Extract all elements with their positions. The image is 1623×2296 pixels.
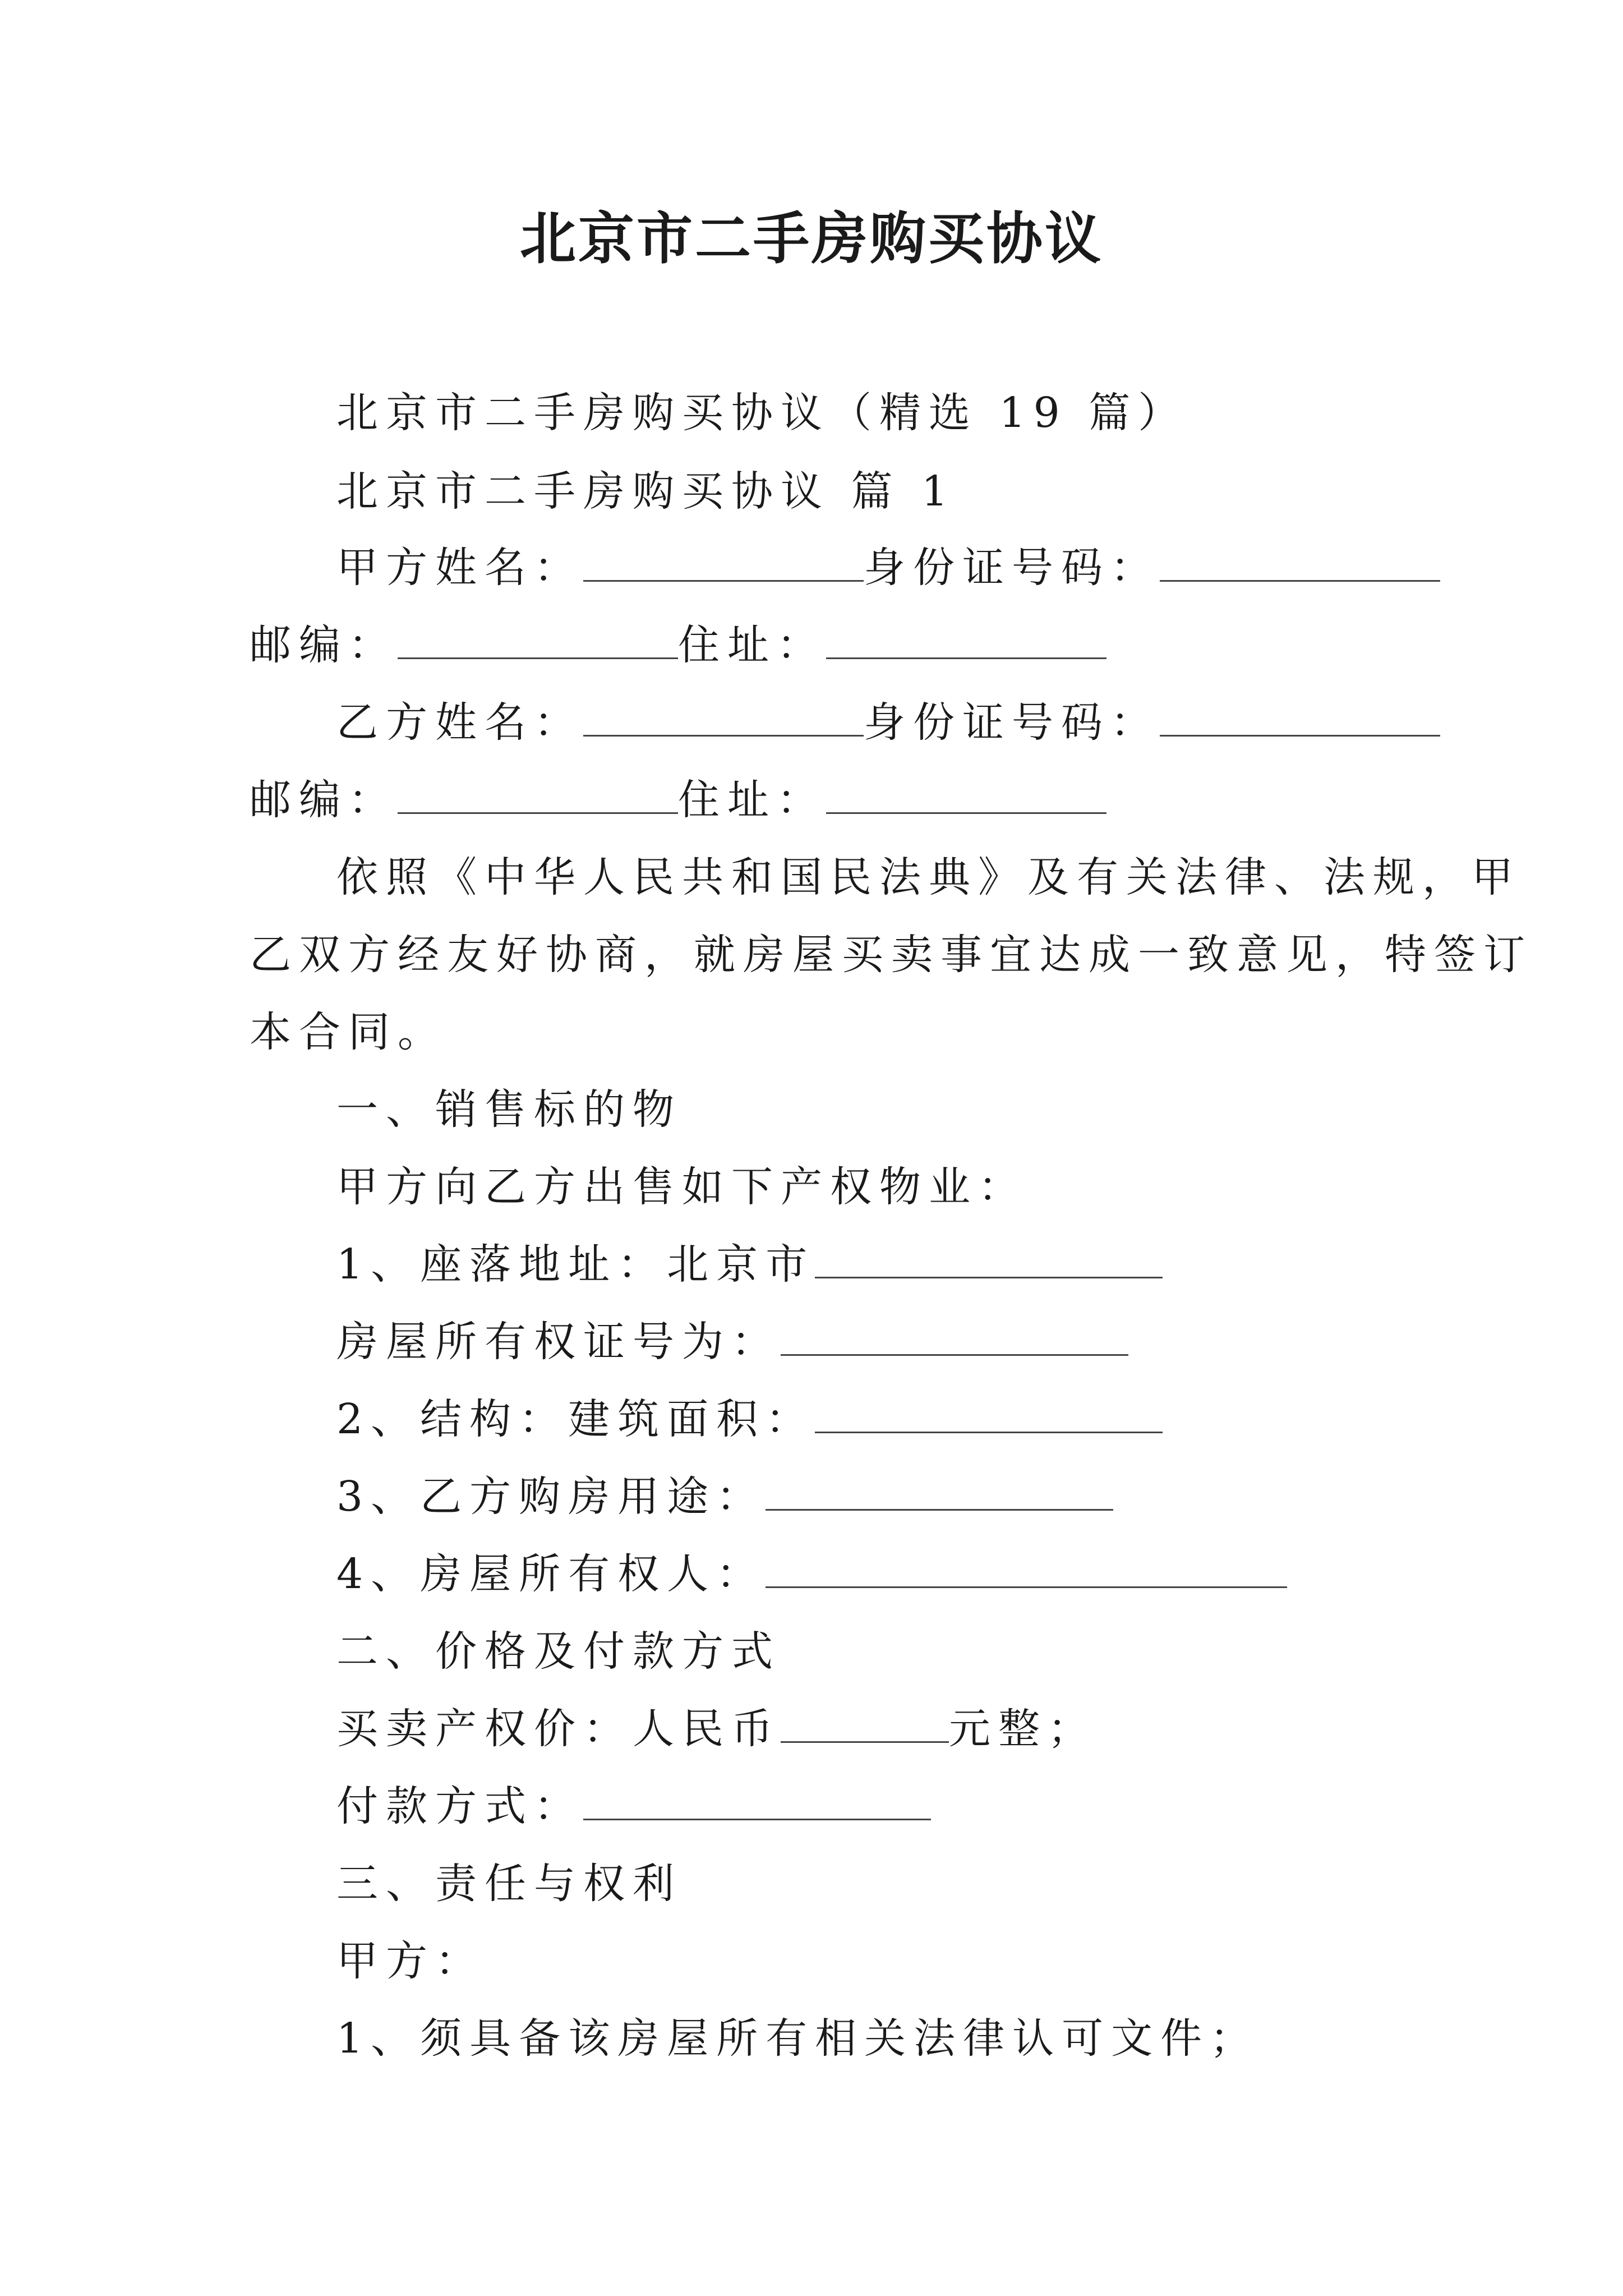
cert-row [336, 1314, 1128, 1370]
party-b-name-row [336, 694, 1440, 751]
item-2-field[interactable] [815, 1392, 1163, 1433]
payment-row [336, 1778, 931, 1834]
party-b-name-label: 乙方姓名： [336, 698, 583, 747]
party-a-address-label: 住址： [678, 621, 826, 669]
party-a-postcode-label: 邮编： [250, 621, 398, 669]
document-title: 北京市二手房购买协议 [520, 205, 1103, 272]
price-field[interactable] [781, 1702, 949, 1743]
section-3-heading: 三、责任与权利 [336, 1860, 682, 1908]
party-a-postcode-field[interactable] [398, 618, 678, 659]
item-3-label: 3、乙方购房用途： [336, 1473, 766, 1521]
party-a-short: 甲方： [336, 1937, 485, 1985]
item-1-label: 1、座落地址：北京市 [336, 1240, 815, 1289]
item-3-field[interactable] [766, 1470, 1113, 1511]
item-4-row [336, 1546, 1287, 1602]
item-4-field[interactable] [766, 1547, 1287, 1588]
party-a-postcode-row [250, 617, 1106, 673]
price-label: 买卖产权价：人民币 [336, 1705, 781, 1753]
party-b-postcode-label: 邮编： [250, 776, 398, 824]
price-unit: 元整； [949, 1705, 1097, 1753]
party-b-address-field[interactable] [826, 773, 1106, 814]
cert-field[interactable] [781, 1315, 1128, 1356]
item-4-label: 4、房屋所有权人： [336, 1550, 766, 1598]
item-1-field[interactable] [815, 1237, 1163, 1278]
party-b-id-field[interactable] [1160, 696, 1440, 737]
party-b-postcode-field[interactable] [398, 773, 678, 814]
party-a-id-field[interactable] [1160, 541, 1440, 582]
item-1-row [336, 1236, 1163, 1292]
section-1-lead: 甲方向乙方出售如下产权物业： [336, 1163, 1027, 1211]
party-a-address-field[interactable] [826, 618, 1106, 659]
section-2-heading: 二、价格及付款方式 [336, 1627, 781, 1676]
section-title: 北京市二手房购买协议 篇 1 [336, 467, 956, 516]
party-a-name-row [336, 540, 1440, 596]
payment-field[interactable] [583, 1779, 931, 1820]
intro-line-3: 本合同。 [250, 1008, 447, 1056]
intro-line-1: 依照《中华人民共和国民法典》及有关法律、法规，甲 [336, 853, 1521, 901]
price-row [336, 1701, 1097, 1757]
payment-label: 付款方式： [336, 1782, 583, 1830]
duty-1: 1、须具备该房屋所有相关法律认可文件； [336, 2014, 1260, 2063]
party-a-id-label: 身份证号码： [864, 544, 1160, 592]
section-1-heading: 一、销售标的物 [336, 1085, 682, 1134]
cert-label: 房屋所有权证号为： [336, 1318, 781, 1366]
document-subtitle: 北京市二手房购买协议（精选 19 篇） [336, 389, 1188, 437]
party-b-name-field[interactable] [583, 696, 864, 737]
party-b-postcode-row [250, 772, 1106, 828]
party-b-id-label: 身份证号码： [864, 698, 1160, 747]
intro-line-2: 乙双方经友好协商，就房屋买卖事宜达成一致意见，特签订 [250, 931, 1533, 979]
party-a-name-label: 甲方姓名： [336, 544, 583, 592]
party-b-address-label: 住址： [678, 776, 826, 824]
item-2-label: 2、结构：建筑面积： [336, 1395, 815, 1443]
item-3-row [336, 1469, 1113, 1525]
item-2-row [336, 1391, 1163, 1447]
party-a-name-field[interactable] [583, 541, 864, 582]
